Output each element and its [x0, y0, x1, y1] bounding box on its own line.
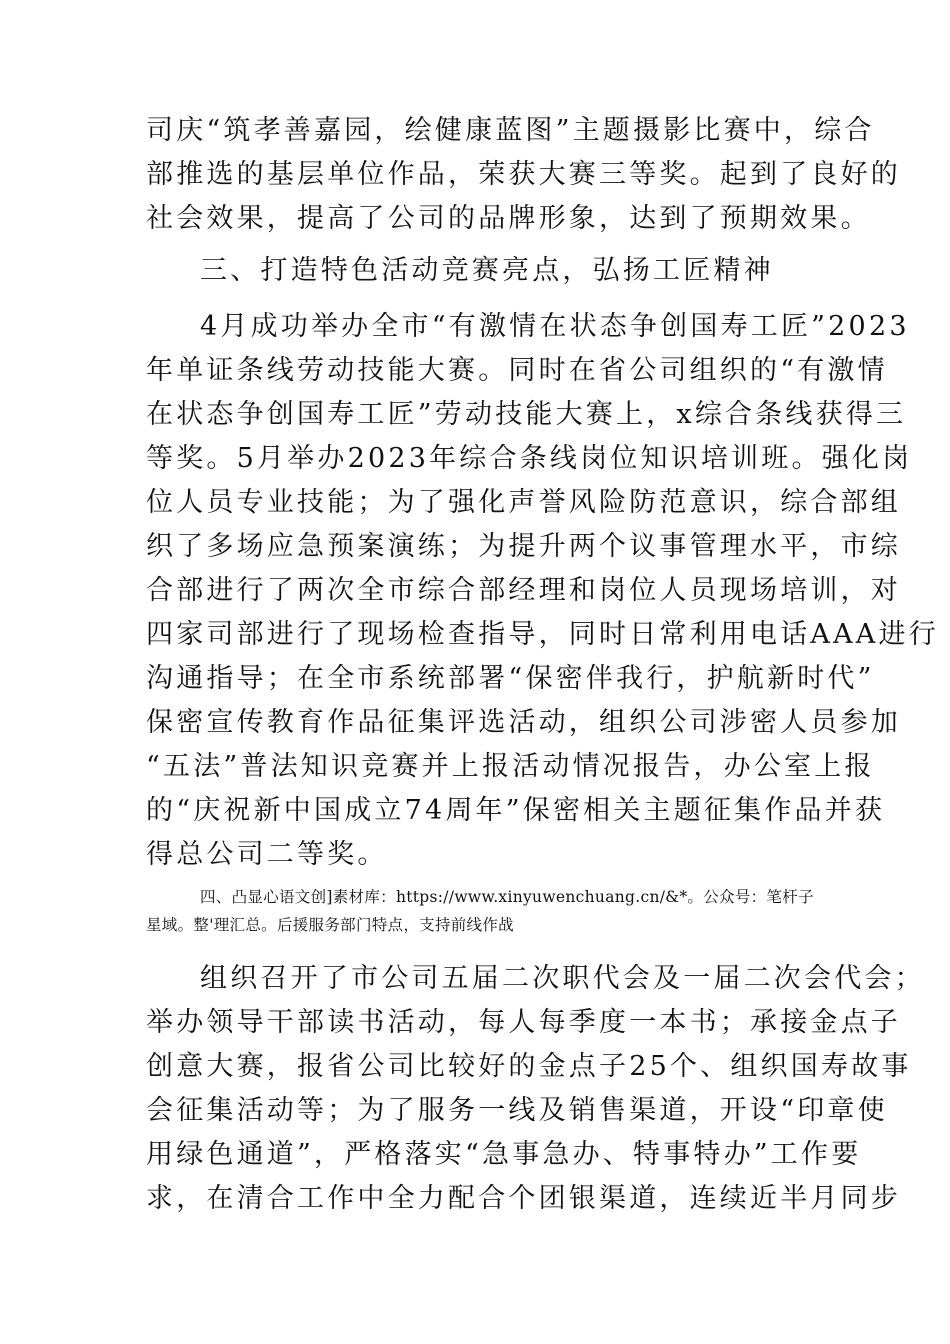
- section-heading: 三、打造特色活动竞赛亮点，弘扬工匠精神: [200, 255, 774, 286]
- paragraph-line: 用绿色通道”，严格落实“急事急办、特事特办”工作要: [146, 1139, 862, 1170]
- paragraph-line: 在状态争创国寿工匠”劳动技能大赛上，x综合条线获得三: [146, 399, 907, 430]
- paragraph-line: 求，在清合工作中全力配合个团银渠道，连续近半月同步: [146, 1183, 901, 1214]
- paragraph-line: “五法”普法知识竞赛并上报活动情况报告，办公室上报: [146, 751, 875, 782]
- paragraph-line: 司庆“筑孝善嘉园，绘健康蓝图”主题摄影比赛中，综合: [146, 115, 875, 146]
- paragraph-line: 织了多场应急预案演练；为提升两个议事管理水平，市综: [146, 531, 901, 562]
- paragraph-line: 举办领导干部读书活动，每人每季度一本书；承接金点子: [146, 1007, 901, 1038]
- paragraph-line: 部推选的基层单位作品，荣获大赛三等奖。起到了良好的: [146, 159, 901, 190]
- paragraph-line: 组织召开了市公司五届二次职代会及一届二次会代会；: [200, 963, 925, 994]
- section-heading-small: 四、凸显心语文创]素材库：https://www.xinyuwenchuang.cn/&*。公众号：笔杆子: [200, 888, 814, 906]
- paragraph-line: 保密宣传教育作品征集评选活动，组织公司涉密人员参加: [146, 707, 901, 738]
- paragraph-line: 等奖。5月举办2023年综合条线岗位知识培训班。强化岗: [146, 443, 913, 474]
- paragraph-line: 4月成功举办全市“有激情在状态争创国寿工匠”2023: [200, 311, 910, 342]
- paragraph-line: 会征集活动等；为了服务一线及销售渠道，开设“印章使: [146, 1095, 888, 1126]
- paragraph-line: 四家司部进行了现场检查指导，同时日常利用电话AAA进行: [146, 619, 939, 650]
- section-heading-small: 星域。整'理汇总。后援服务部门特点，支持前线作战: [146, 916, 514, 934]
- paragraph-line: 合部进行了两次全市综合部经理和岗位人员现场培训，对: [146, 575, 901, 606]
- paragraph-line: 位人员专业技能；为了强化声誉风险防范意识，综合部组: [146, 487, 901, 518]
- paragraph-line: 年单证条线劳动技能大赛。同时在省公司组织的“有激情: [146, 355, 888, 386]
- paragraph-line: 沟通指导；在全市系统部署“保密伴我行，护航新时代”: [146, 663, 875, 694]
- paragraph-line: 得总公司二等奖。: [146, 839, 388, 870]
- paragraph-line: 创意大赛，报省公司比较好的金点子25个、组织国寿故事: [146, 1051, 912, 1082]
- paragraph-line: 社会效果，提高了公司的品牌形象，达到了预期效果。: [146, 203, 871, 234]
- paragraph-line: 的“庆祝新中国成立74周年”保密相关主题征集作品并获: [146, 795, 886, 826]
